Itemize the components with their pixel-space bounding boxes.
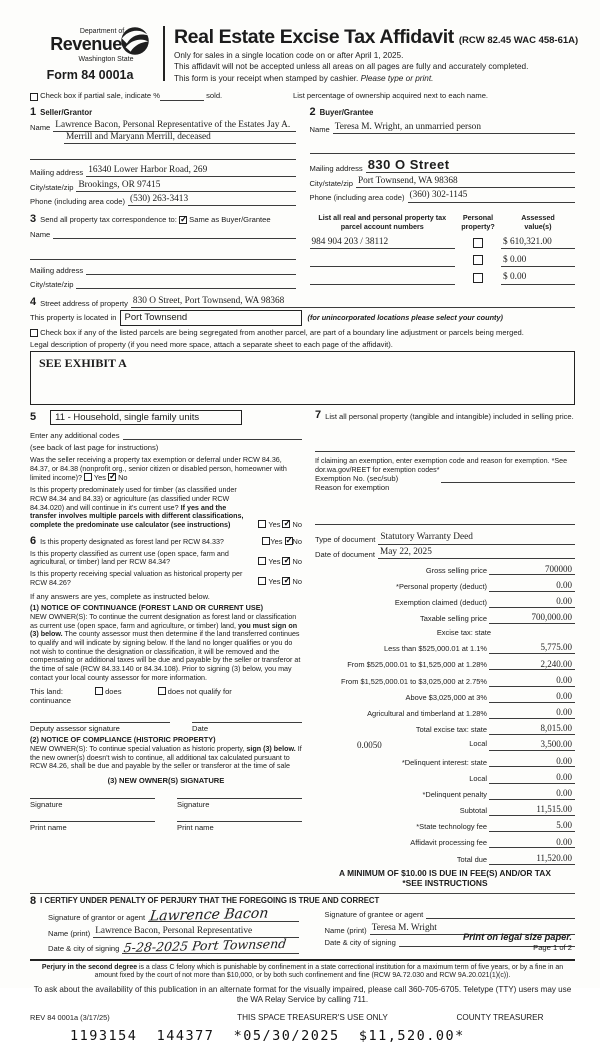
grantor-date-field[interactable]: 5-28-2025 Port Townsend — [122, 941, 298, 953]
tax-row-delinq-interest-local: Local 0.00 — [315, 772, 575, 784]
tax-row-tier2: From $525,000.01 to $1,525,000 at 1.28% 2,240.00 — [315, 659, 575, 671]
header-divider — [163, 26, 165, 81]
land-does-checkbox[interactable] — [95, 687, 103, 695]
page-title: Real Estate Excise Tax Affidavit (RCW 82.45 WAC 458-61A) — [174, 26, 579, 48]
section2-number: 2 — [309, 105, 316, 118]
total-excise-state-field[interactable]: 8,015.00 — [489, 723, 575, 735]
section7-number: 7 — [315, 408, 322, 421]
located-in-label: This property is located in — [30, 313, 117, 323]
tax-row-total-state: Total excise tax: state 8,015.00 — [315, 723, 575, 735]
taxable-selling-price-field[interactable]: 700,000.00 — [489, 612, 575, 624]
forest-yes-checkbox[interactable] — [262, 537, 270, 545]
exemption-claim-note: If claiming an exemption, enter exemption code and reason for exemption. *See dor.wa.gov/REET for exemption codes* — [315, 456, 568, 474]
seller-phone-label: Phone (including area code) — [30, 197, 125, 207]
continuance-label: continuance — [30, 696, 71, 706]
grantee-signature-field[interactable] — [426, 910, 575, 919]
parcel-row — [310, 255, 576, 267]
buyer-mailing-field[interactable]: 830 O Street — [366, 157, 575, 174]
partial-sale-sold-label: sold. — [206, 91, 223, 101]
subtotal-field[interactable]: 11,515.00 — [489, 804, 575, 816]
historical-question: Is this property receiving special valuation as historical property per RCW 84.26? Yes ✓ No — [30, 570, 302, 587]
seller-mailing-field[interactable]: 16340 Lower Harbor Road, 269 — [86, 165, 295, 177]
doc-type-field[interactable]: Statutory Warranty Deed — [378, 532, 575, 544]
land-qualify-row: This land: does does not qualify for — [30, 687, 232, 697]
section1-title: Seller/Grantor — [40, 108, 93, 118]
page-indicator: Page 1 of 2 — [533, 942, 572, 952]
parcel-numbers-header: List all real and personal property tax parcel account numbers — [318, 213, 447, 231]
delinq-interest-local-field[interactable]: 0.00 — [489, 772, 575, 784]
street-address-field[interactable]: 830 O Street, Port Townsend, WA 98368 — [131, 296, 575, 308]
if-yes-note: If any answers are yes, complete as instructed below. — [30, 591, 210, 601]
corr-name-extra-field[interactable] — [30, 251, 296, 260]
buyer-city-field[interactable]: Port Townsend, WA 98368 — [356, 176, 575, 188]
dor-dept-of-label: Department of — [79, 28, 125, 35]
grantee-signature-label: Signature of grantee or agent — [324, 910, 424, 920]
header-note-2: This affidavit will not be accepted unless all areas on all pages are fully and accurately completed. — [174, 62, 529, 72]
buyer-phone-field[interactable]: (360) 302-1145 — [408, 190, 576, 202]
assessed-value-header: Assessed value(s) — [521, 213, 555, 231]
gross-selling-price-field[interactable]: 700000 — [489, 564, 575, 576]
dor-revenue-label: Revenue — [50, 34, 122, 55]
treasurer-use-label: THIS SPACE TREASURER'S USE ONLY — [237, 1012, 388, 1022]
buyer-name-label: Name — [309, 125, 330, 135]
additional-codes-label: Enter any additional codes — [30, 431, 120, 441]
forest-land-question: 6 Is this property designated as forest land per RCW 84.33? Yes ✓ No — [30, 536, 302, 547]
exemption-deferral-question: Was the seller receiving a property tax exemption or deferral under RCW 84.36, 84.37, or 84.38 (nonprofit org., senior citizen or disabled person, homeowner with limited income)? Yes ✓ No — [30, 456, 302, 483]
section8-divider — [30, 893, 575, 894]
form-number: Form 84 0001a — [46, 68, 134, 83]
section-land-use — [30, 410, 302, 425]
timber-agriculture-question: Is this property predominately used for timber (as classified under RCW 84.34 and 84.33) or agriculture (as classified under RCW 84.34.020) and will continue in it's current use? If yes and the transfer involves multiple parcels with different classifications, complete the predominate use calculator (see instructions) Yes ✓ No — [30, 486, 302, 529]
personal-property-checkbox-2[interactable] — [473, 255, 483, 265]
section7-intro: List all personal property (tangible and intangible) included in selling price. — [325, 411, 574, 421]
historical-yes-checkbox[interactable] — [258, 577, 266, 585]
county-treasurer-label: COUNTY TREASURER — [456, 1012, 544, 1022]
tax-row-tier4: Above $3,025,000 at 3% 0.00 — [315, 691, 575, 703]
dor-swirl-icon — [120, 26, 150, 56]
doc-date-field[interactable]: May 22, 2025 — [378, 547, 575, 559]
tax-row-total-due: Total due 11,520.00 — [315, 853, 575, 865]
section4-number: 4 — [30, 295, 37, 308]
notice-compliance-body: NEW OWNER(S): To continue special valuation as historic property, sign (3) below. If the new owner(s) doesn't wish to continue, all additional tax calculated pursuant to RCW 84.26, shall be due and payable by the seller or transferor at the time of sale — [30, 744, 302, 771]
tax-row-personal-deduct: *Personal property (deduct) 0.00 — [315, 580, 575, 592]
tier4-field[interactable]: 0.00 — [489, 691, 575, 703]
buyer-city-label: City/state/zip — [309, 178, 353, 188]
new-owner-printname-field-1[interactable]: Print name — [30, 821, 155, 832]
this-land-label: This land: — [30, 687, 63, 697]
tax-row-taxable: Taxable selling price 700,000.00 — [315, 612, 575, 624]
grantee-printname-field[interactable]: Teresa M. Wright — [370, 923, 575, 935]
located-in-note: (for unincorporated locations please select your county) — [307, 312, 503, 322]
section-buyer-grantee — [310, 107, 576, 207]
new-owner-printname-field-2[interactable]: Print name — [177, 821, 302, 832]
delinq-interest-state-field[interactable]: 0.00 — [489, 756, 575, 768]
local-tax-field[interactable]: 3,500.00 — [489, 739, 575, 751]
section5-number: 5 — [30, 411, 37, 424]
buyer-phone-label: Phone (including area code) — [309, 193, 405, 203]
deputy-assessor-signature-field[interactable]: Deputy assessor signature — [30, 722, 170, 733]
section2-title: Buyer/Grantee — [319, 108, 374, 118]
parcel-row — [310, 237, 576, 249]
reason-exemption-label: Reason for exemption — [315, 483, 390, 493]
section8-number: 8 — [30, 894, 37, 907]
deputy-date-field[interactable]: Date — [192, 722, 302, 733]
new-owner-signature-field-1[interactable]: Signature — [30, 798, 155, 809]
personal-property-header: Personal property? — [461, 213, 495, 231]
assessed-value-field[interactable]: $ 0.00 — [501, 272, 575, 284]
seller-name-field-line2[interactable]: Merrill and Maryann Merrill, deceased — [64, 132, 296, 144]
dor-washington-label: Washington State — [78, 55, 134, 63]
tax-row-exemption-deduct: Exemption claimed (deduct) 0.00 — [315, 596, 575, 608]
additional-codes-field[interactable] — [123, 431, 303, 440]
seller-name-label: Name — [30, 123, 51, 133]
exemption-deduct-field[interactable]: 0.00 — [489, 596, 575, 608]
tier3-field[interactable]: 0.00 — [489, 675, 575, 687]
new-owner-signature-title: (3) NEW OWNER(S) SIGNATURE — [107, 775, 225, 785]
minimum-due-note: A MINIMUM OF $10.00 IS DUE IN FEE(S) AND/OR TAX *SEE INSTRUCTIONS — [339, 867, 551, 889]
tax-row-gross: Gross selling price 700000 — [315, 564, 575, 576]
local-rate-value: 0.0050 — [357, 740, 382, 751]
section6-number: 6 — [30, 534, 37, 547]
partial-sale-percent-field[interactable] — [160, 92, 204, 101]
corr-city-field[interactable] — [76, 280, 295, 289]
rev-number: REV 84 0001a (3/17/25) — [30, 1012, 110, 1022]
tax-row-processing-fee: Affidavit processing fee 0.00 — [315, 837, 575, 849]
timber-no-checkbox[interactable] — [282, 520, 290, 528]
grantor-signature-label: Signature of grantor or agent — [48, 913, 146, 923]
processing-fee-field[interactable]: 0.00 — [489, 837, 575, 849]
currentuse-no-checkbox[interactable] — [282, 557, 290, 565]
assessed-value-field[interactable]: $ 0.00 — [501, 255, 575, 267]
alternate-format-notice: To ask about the availability of this publication in an alternate format for the visually impaired, please call 360-705-6705. Teletype (TTY) users may use the WA Relay Service by calling 711. — [33, 985, 572, 1005]
exemption-no-checkbox[interactable] — [108, 473, 116, 481]
notice-continuance-body: NEW OWNER(S): To continue the current designation as forest land or classification as current use (open space, farm and agriculture, or timber) land, you must sign on (3) below. The county assessor must then determine if the land transferred continues to qualify and will indicate by signing below. If the land no longer qualifies or you do not wish to continue the designation or classification, it will be removed and the compensating or additional taxes will be due and payable by the seller or transferor at the time of sale (RCW 84.33.140 or 84.34.108). Prior to signing (3) below, you may contact your local county assessor for more information. — [30, 613, 301, 682]
street-address-label: Street address of property — [40, 298, 128, 308]
legal-description-field[interactable] — [30, 351, 575, 405]
seller-phone-field[interactable]: (530) 263-3413 — [128, 194, 296, 206]
section1-number: 1 — [30, 105, 37, 118]
tax-row-agricultural: Agricultural and timberland at 1.28% 0.00 — [315, 707, 575, 719]
historical-no-checkbox[interactable] — [282, 577, 290, 585]
exemption-no-field[interactable] — [441, 474, 575, 483]
notice-compliance-title: (2) NOTICE OF COMPLIANCE (HISTORIC PROPERTY) — [30, 735, 216, 745]
seller-city-field[interactable]: Brookings, OR 97415 — [76, 180, 295, 192]
tier2-field[interactable]: 2,240.00 — [489, 659, 575, 671]
same-as-buyer-checkbox[interactable] — [179, 216, 187, 224]
same-as-buyer-label: Same as Buyer/Grantee — [189, 215, 271, 225]
grantor-printname-field[interactable]: Lawrence Bacon, Personal Representative — [93, 926, 298, 938]
print-legal-size-note: Print on legal size paper. — [462, 931, 572, 942]
parcel-number-field[interactable] — [310, 275, 456, 285]
excise-tax-state-header: Excise tax: state — [436, 628, 491, 637]
see-back-note: (see back of last page for instructions) — [30, 442, 159, 452]
corr-mailing-field[interactable] — [86, 266, 295, 275]
tax-row-tier1: Less than $525,000.01 at 1.1% 5,775.00 — [315, 642, 575, 654]
buyer-name-extra-field[interactable] — [310, 145, 576, 154]
tax-row-tech-fee: *State technology fee 5.00 — [315, 820, 575, 832]
currentuse-yes-checkbox[interactable] — [258, 557, 266, 565]
section-personal-property — [315, 410, 575, 421]
section-property-address — [30, 296, 575, 405]
header-note-3: This form is your receipt when stamped by cashier. Please type or print. — [174, 73, 434, 83]
ownership-percentage-note: List percentage of ownership acquired next to each name. — [293, 91, 489, 101]
corr-city-label: City/state/zip — [30, 279, 74, 289]
perjury-notice: Perjury in the second degree is a class C felony which is punishable by confinement in a state correctional institution for a maximum term of five years, or by a fine in an amount fixed by the court of not more than $10,000, or by both such confinement and fine (RCW 9A.72.030 and RCW 9A.20.021(1)(c)). — [41, 963, 564, 980]
grantee-date-label: Date & city of signing — [324, 938, 396, 948]
delinq-penalty-field[interactable]: 0.00 — [489, 788, 575, 800]
tax-row-delinq-interest-state: *Delinquent interest: state 0.00 — [315, 756, 575, 768]
grantor-signature-field[interactable]: Lawrence Bacon — [148, 910, 298, 922]
corr-mailing-label: Mailing address — [30, 265, 84, 275]
section-seller-grantor — [30, 107, 296, 207]
reason-exemption-field[interactable] — [315, 516, 575, 525]
section-tax-correspondence — [30, 214, 296, 288]
segregated-checkbox[interactable] — [30, 329, 38, 337]
parcel-number-field[interactable]: 984 904 203 / 38112 — [310, 237, 456, 249]
form-header — [30, 24, 579, 83]
grantee-printname-label: Name (print) — [324, 925, 367, 935]
legal-description-value: SEE EXHIBIT A — [39, 355, 127, 370]
seller-city-label: City/state/zip — [30, 182, 74, 192]
parcel-row — [310, 272, 576, 284]
current-use-question: Is this property classified as current use (open space, farm and agricultural, or timber) land per RCW 84.34? Yes ✓ No — [30, 550, 302, 567]
location-select[interactable]: Port Townsend — [120, 310, 302, 325]
personal-property-checkbox-3[interactable] — [473, 273, 483, 283]
corr-name-field[interactable] — [53, 230, 295, 239]
assessed-value-field[interactable]: $ 610,321.00 — [501, 237, 575, 249]
treasurer-stamp: 1193154 144377 *05/30/2025 $11,520.00* — [70, 1028, 465, 1045]
seller-mailing-label: Mailing address — [30, 167, 84, 177]
seller-name-extra-field[interactable] — [30, 151, 296, 160]
segregated-label: Check box if any of the listed parcels are being segregated from another parcel, are part of a boundary line adjustment or parcels being merged. — [40, 328, 524, 338]
personal-property-deduct-field[interactable]: 0.00 — [489, 580, 575, 592]
exemption-yes-checkbox[interactable] — [84, 473, 92, 481]
grantor-printname-label: Name (print) — [48, 928, 91, 938]
parcel-table — [310, 214, 576, 288]
forest-no-checkbox[interactable] — [285, 537, 293, 545]
certify-statement: I CERTIFY UNDER PENALTY OF PERJURY THAT THE FOREGOING IS TRUE AND CORRECT — [40, 895, 380, 905]
corr-name-label: Name — [30, 229, 51, 239]
personal-property-checkbox-1[interactable] — [473, 238, 483, 248]
grantor-date-label: Date & city of signing — [48, 944, 120, 954]
doc-type-label: Type of document — [315, 535, 376, 545]
timber-yes-checkbox[interactable] — [258, 520, 266, 528]
legal-description-label: Legal description of property (if you need more space, attach a separate sheet to each page of the affidavit). — [30, 339, 393, 349]
header-note-1: Only for sales in a single location code on or after April 1, 2025. — [174, 50, 404, 60]
dor-logo — [30, 24, 156, 83]
tech-fee-field[interactable]: 5.00 — [489, 820, 575, 832]
tax-row-delinq-penalty: *Delinquent penalty 0.00 — [315, 788, 575, 800]
buyer-mailing-label: Mailing address — [309, 164, 363, 174]
land-use-code-select[interactable]: 11 - Household, single family units — [50, 410, 242, 425]
buyer-name-field[interactable]: Teresa M. Wright, an unmarried person — [333, 122, 575, 134]
parcel-number-field[interactable] — [310, 257, 456, 267]
section3-number: 3 — [30, 213, 37, 226]
agricultural-field[interactable]: 0.00 — [489, 707, 575, 719]
title-rcw-reference: (RCW 82.45 WAC 458-61A) — [458, 35, 579, 46]
partial-sale-label: Check box if partial sale, indicate % — [40, 91, 160, 101]
tier1-field[interactable]: 5,775.00 — [489, 642, 575, 654]
new-owner-signature-field-2[interactable]: Signature — [177, 798, 302, 809]
personal-property-list-field[interactable] — [315, 443, 575, 452]
footer-divider — [30, 959, 575, 961]
total-due-field[interactable]: 11,520.00 — [489, 853, 575, 865]
partial-sale-row — [30, 91, 222, 100]
tax-row-tier3: From $1,525,000.01 to $3,025,000 at 2.75% 0.00 — [315, 675, 575, 687]
exemption-no-label: Exemption No. (sec/sub) — [315, 474, 399, 484]
tax-row-local: 0.0050 Local 3,500.00 — [315, 739, 575, 751]
doc-date-label: Date of document — [315, 550, 375, 560]
tax-row-subtotal: Subtotal 11,515.00 — [315, 804, 575, 816]
land-does-not-checkbox[interactable] — [158, 687, 166, 695]
seller-name-field[interactable]: Lawrence Bacon, Personal Representative of the Estates Jay A. — [53, 120, 295, 132]
partial-sale-checkbox[interactable] — [30, 93, 38, 101]
section3-title: Send all property tax correspondence to: — [40, 215, 177, 225]
notice-continuance-title: (1) NOTICE OF CONTINUANCE (FOREST LAND OR CURRENT USE) — [30, 603, 264, 613]
